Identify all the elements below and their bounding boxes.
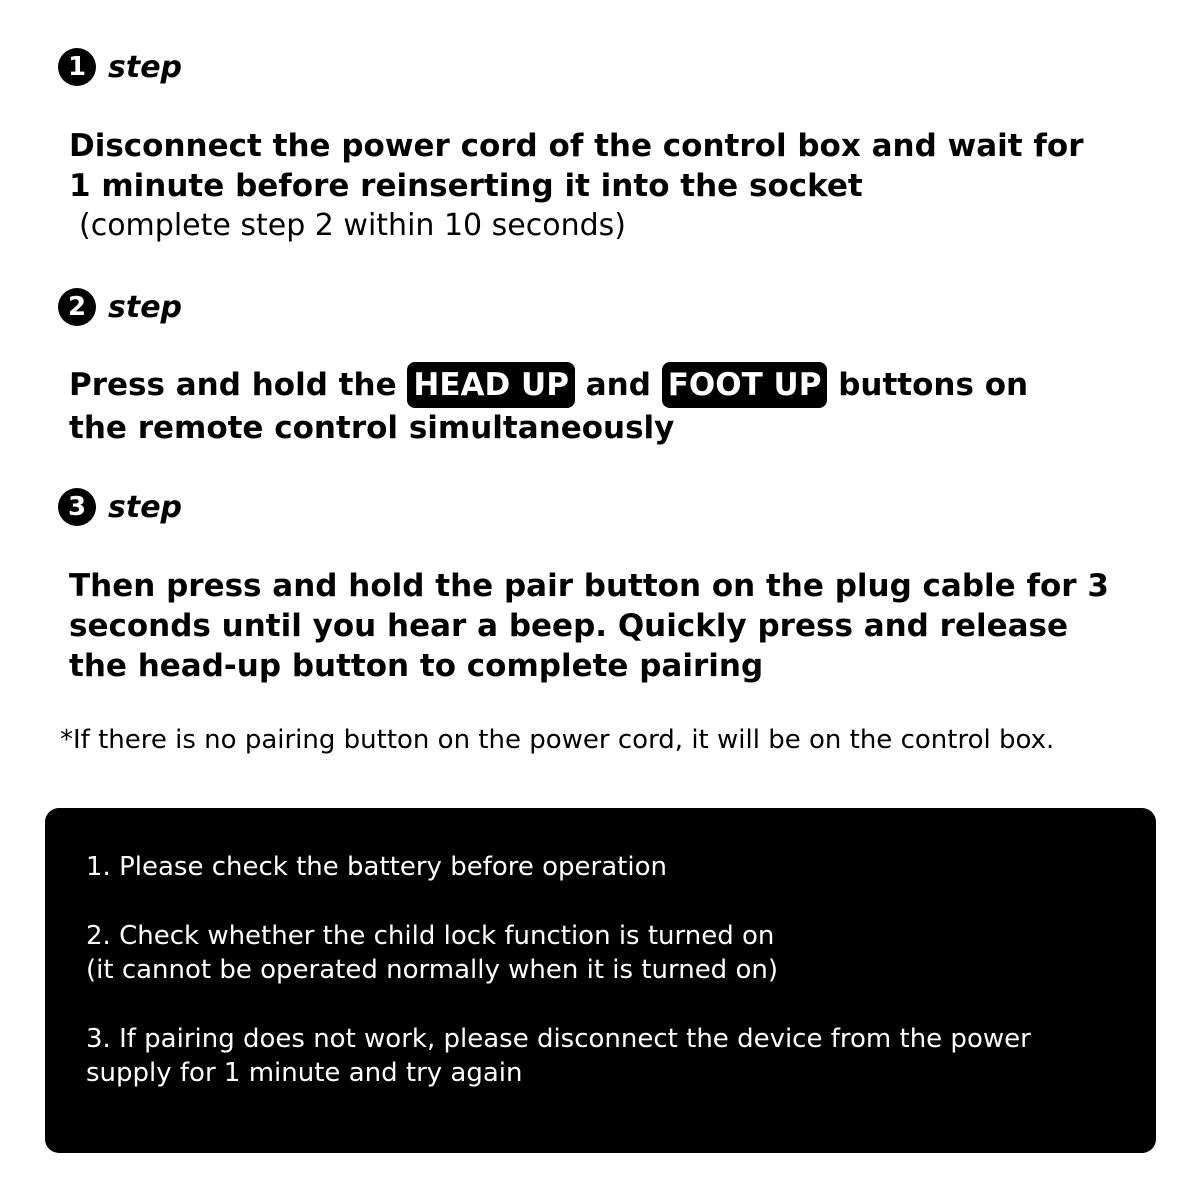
step-2-text-after: buttons on the remote control simultaneously xyxy=(69,367,1029,446)
step-3-label: step xyxy=(108,489,183,525)
head-up-button-label: HEAD UP xyxy=(407,362,575,408)
tip-2-line-1: 2. Check whether the child lock function is turned on xyxy=(86,921,775,951)
step-2-label: step xyxy=(108,289,183,325)
step-3-number-badge: 3 xyxy=(58,488,96,526)
step-1-instruction xyxy=(69,126,1089,246)
tips-panel xyxy=(45,808,1156,1153)
tip-3 xyxy=(86,1022,1086,1090)
step-2-text-before: Press and hold the xyxy=(69,367,397,403)
step-2-number-badge: 2 xyxy=(58,288,96,326)
tip-3-line-1: 3. If pairing does not work, please disconnect the device from the power supply for 1 minute and try again xyxy=(86,1024,1031,1088)
step-3-instruction: Then press and hold the pair button on the plug cable for 3 seconds until you hear a beep. Quickly press and release the head-up button to complete pairing xyxy=(69,568,1109,684)
pairing-button-note: *If there is no pairing button on the power cord, it will be on the control box. xyxy=(60,725,1055,755)
step-2-text-middle: and xyxy=(585,367,651,403)
step-1-subtext: (complete step 2 within 10 seconds) xyxy=(79,208,626,243)
tip-2 xyxy=(86,919,1126,987)
step-1-label: step xyxy=(108,49,183,85)
step-3-heading xyxy=(58,488,182,526)
tip-1 xyxy=(86,850,1126,884)
step-1-text: Disconnect the power cord of the control box and wait for 1 minute before reinserting it into the socket xyxy=(69,128,1084,204)
step-1-heading xyxy=(58,48,182,86)
tip-1-line-1: 1. Please check the battery before operation xyxy=(86,852,667,882)
step-1-number-badge: 1 xyxy=(58,48,96,86)
tip-2-line-2: (it cannot be operated normally when it is turned on) xyxy=(86,955,778,985)
step-2-instruction xyxy=(69,362,1069,448)
step-2-heading xyxy=(58,288,182,326)
foot-up-button-label: FOOT UP xyxy=(662,362,828,408)
